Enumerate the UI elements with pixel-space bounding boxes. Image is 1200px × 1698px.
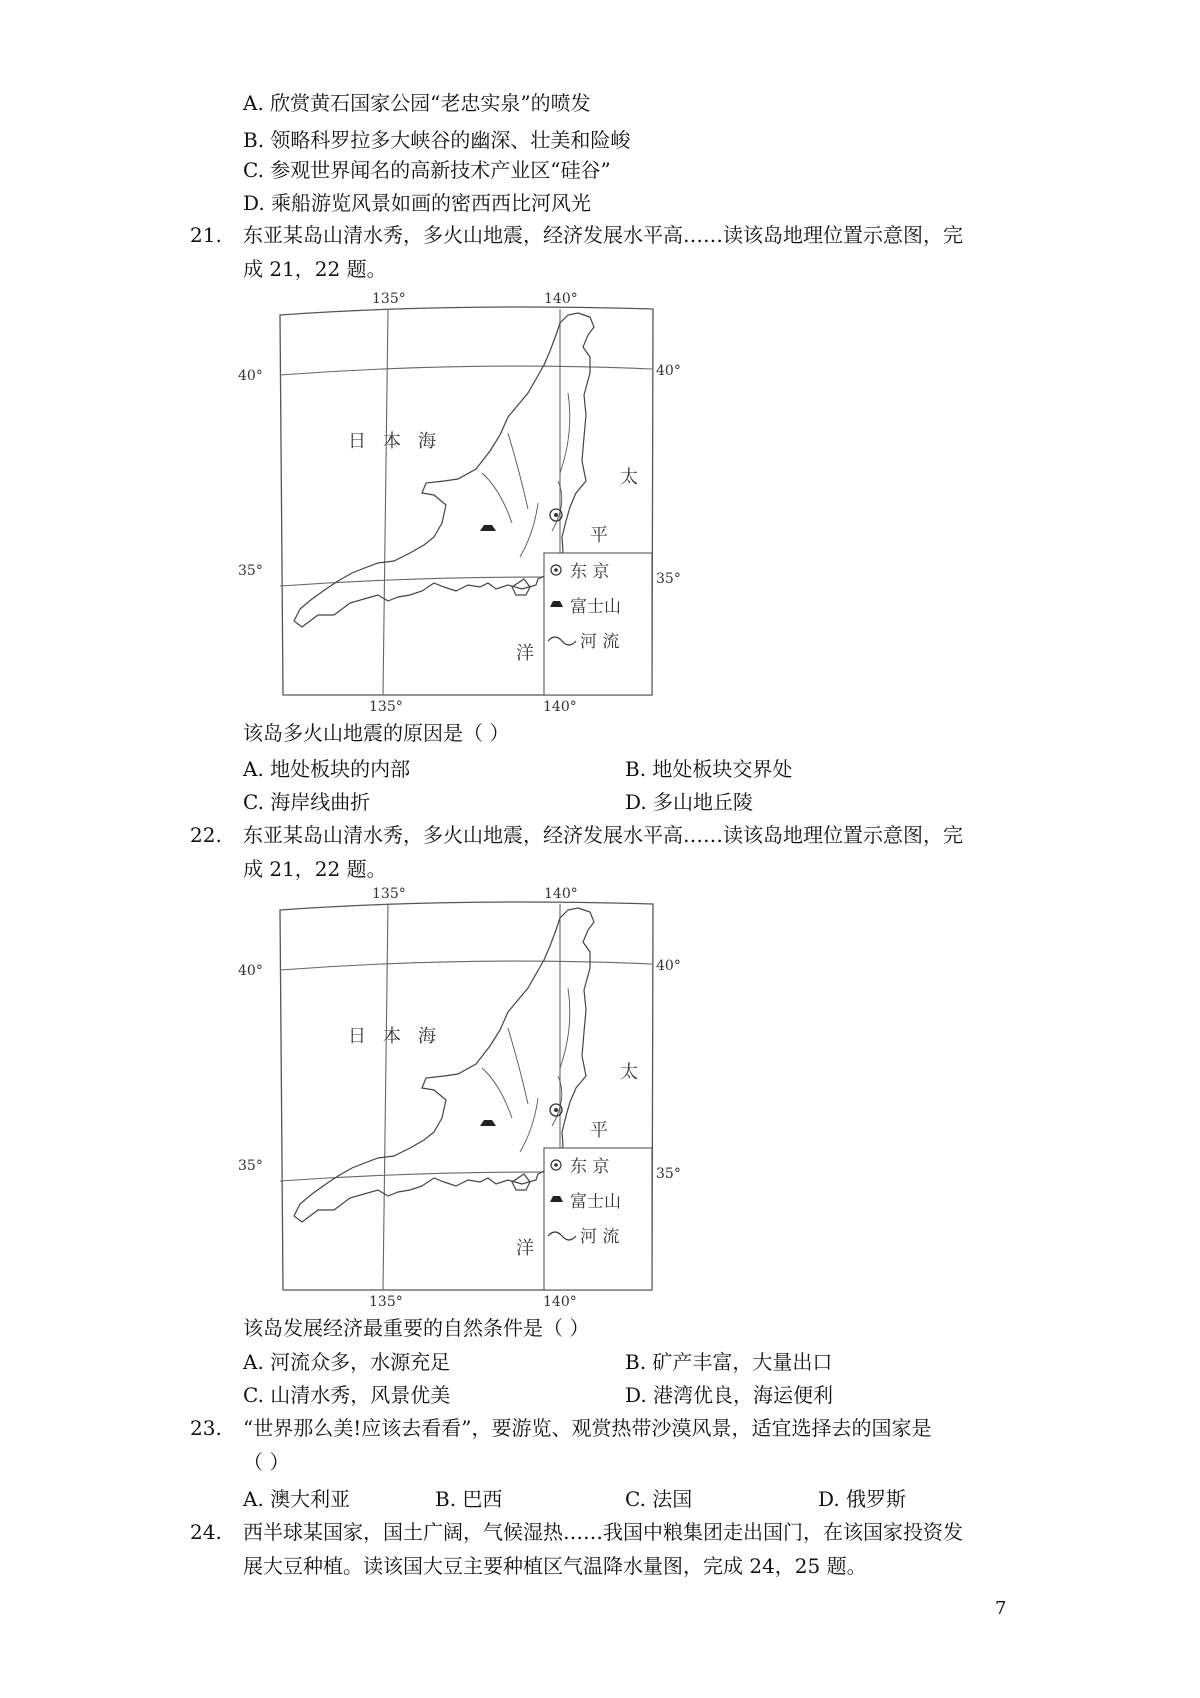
q23-option-a: A. 澳大利亚 xyxy=(243,1487,351,1511)
lon-135-bottom: 135° xyxy=(369,1294,403,1310)
fuji-marker xyxy=(480,525,496,531)
q22-option-c: C. 山清水秀，风景优美 xyxy=(243,1383,451,1407)
ocean-label-3: 洋 xyxy=(516,643,534,664)
legend-fuji-label: 富士山 xyxy=(570,1192,621,1212)
q21-stem-line2: 成 21，22 题。 xyxy=(243,257,387,281)
q21-stem-line1: 东亚某岛山清水秀，多火山地震，经济发展水平高……读该岛地理位置示意图，完 xyxy=(243,223,963,247)
ocean-label-3: 洋 xyxy=(516,1238,534,1259)
lat-35-left: 35° xyxy=(238,1158,263,1174)
q21-option-d: D. 多山地丘陵 xyxy=(625,790,754,814)
q23-option-d: D. 俄罗斯 xyxy=(818,1487,907,1511)
sea-label-2: 本 xyxy=(383,1026,401,1047)
q21-option-b: B. 地处板块交界处 xyxy=(625,757,793,781)
rivers xyxy=(482,393,570,557)
lat-40-right: 40° xyxy=(656,363,681,379)
lat-35-right: 35° xyxy=(656,1166,681,1182)
lat-35-left: 35° xyxy=(238,563,263,579)
q21-option-c: C. 海岸线曲折 xyxy=(243,790,371,814)
q21-sub-question: 该岛多火山地震的原因是（ ） xyxy=(243,721,510,745)
q22-option-d: D. 港湾优良，海运便利 xyxy=(625,1383,834,1407)
japan-location-map xyxy=(238,283,681,715)
q24-number: 24. xyxy=(190,1520,222,1544)
q21-number: 21. xyxy=(190,223,222,247)
lon-140-top: 140° xyxy=(544,886,578,902)
sea-label-1: 日 xyxy=(348,1026,366,1047)
lat-40-left: 40° xyxy=(238,368,263,384)
q22-option-a: A. 河流众多，水源充足 xyxy=(243,1350,451,1374)
legend-fuji-label: 富士山 xyxy=(570,597,621,617)
q23-number: 23. xyxy=(190,1416,222,1440)
q22-stem-line1: 东亚某岛山清水秀，多火山地震，经济发展水平高……读该岛地理位置示意图，完 xyxy=(243,823,963,847)
lon-140-bottom: 140° xyxy=(543,699,577,715)
page-number: 7 xyxy=(995,1598,1007,1619)
q20-option-a: A. 欣赏黄石国家公园“老忠实泉”的喷发 xyxy=(243,91,591,115)
q22-number: 22. xyxy=(190,823,222,847)
legend-tokyo-label: 东 京 xyxy=(570,1157,610,1177)
lat-40-right: 40° xyxy=(656,958,681,974)
ocean-label-2: 平 xyxy=(590,525,608,546)
q22-sub-question: 该岛发展经济最重要的自然条件是（ ） xyxy=(243,1316,590,1340)
legend-box xyxy=(544,553,652,695)
japan-location-map-2 xyxy=(238,878,681,1310)
ocean-label-1: 太 xyxy=(620,1062,638,1083)
lon-135-top: 135° xyxy=(372,291,406,307)
lon-135-top: 135° xyxy=(372,886,406,902)
q20-option-d: D. 乘船游览风景如画的密西西比河风光 xyxy=(243,191,592,215)
q22-stem-line2: 成 21，22 题。 xyxy=(243,857,387,881)
fuji-marker xyxy=(480,1120,496,1126)
q20-option-b: B. 领略科罗拉多大峡谷的幽深、壮美和险峻 xyxy=(243,128,631,152)
q24-stem-line1: 西半球某国家，国土广阔，气候湿热……我国中粮集团走出国门，在该国家投资发 xyxy=(243,1520,963,1544)
rivers xyxy=(482,988,570,1152)
ocean-label-2: 平 xyxy=(590,1120,608,1141)
q21-option-a: A. 地处板块的内部 xyxy=(243,757,411,781)
sea-label-2: 本 xyxy=(383,431,401,452)
q24-stem-line2: 展大豆种植。读该国大豆主要种植区气温降水量图，完成 24，25 题。 xyxy=(243,1554,867,1578)
q23-stem-line2: （ ） xyxy=(243,1450,290,1474)
sea-label-1: 日 xyxy=(348,431,366,452)
legend-river-label: 河 流 xyxy=(580,632,620,652)
legend-river-label: 河 流 xyxy=(580,1227,620,1247)
legend-box xyxy=(544,1148,652,1290)
lat-40-left: 40° xyxy=(238,963,263,979)
sea-label-3: 海 xyxy=(418,1026,436,1047)
q23-stem-line1: “世界那么美!应该去看看”，要游览、观赏热带沙漠风景，适宜选择去的国家是 xyxy=(243,1416,932,1440)
legend-tokyo-label: 东 京 xyxy=(570,562,610,582)
lon-140-bottom: 140° xyxy=(543,1294,577,1310)
lon-140-top: 140° xyxy=(544,291,578,307)
q23-option-c: C. 法国 xyxy=(625,1487,693,1511)
q22-option-b: B. 矿产丰富，大量出口 xyxy=(625,1350,833,1374)
ocean-label-1: 太 xyxy=(620,467,638,488)
sea-label-3: 海 xyxy=(418,431,436,452)
lon-135-bottom: 135° xyxy=(369,699,403,715)
q23-option-b: B. 巴西 xyxy=(435,1487,503,1511)
q20-option-c: C. 参观世界闻名的高新技术产业区“硅谷” xyxy=(243,158,611,182)
lat-35-right: 35° xyxy=(656,571,681,587)
